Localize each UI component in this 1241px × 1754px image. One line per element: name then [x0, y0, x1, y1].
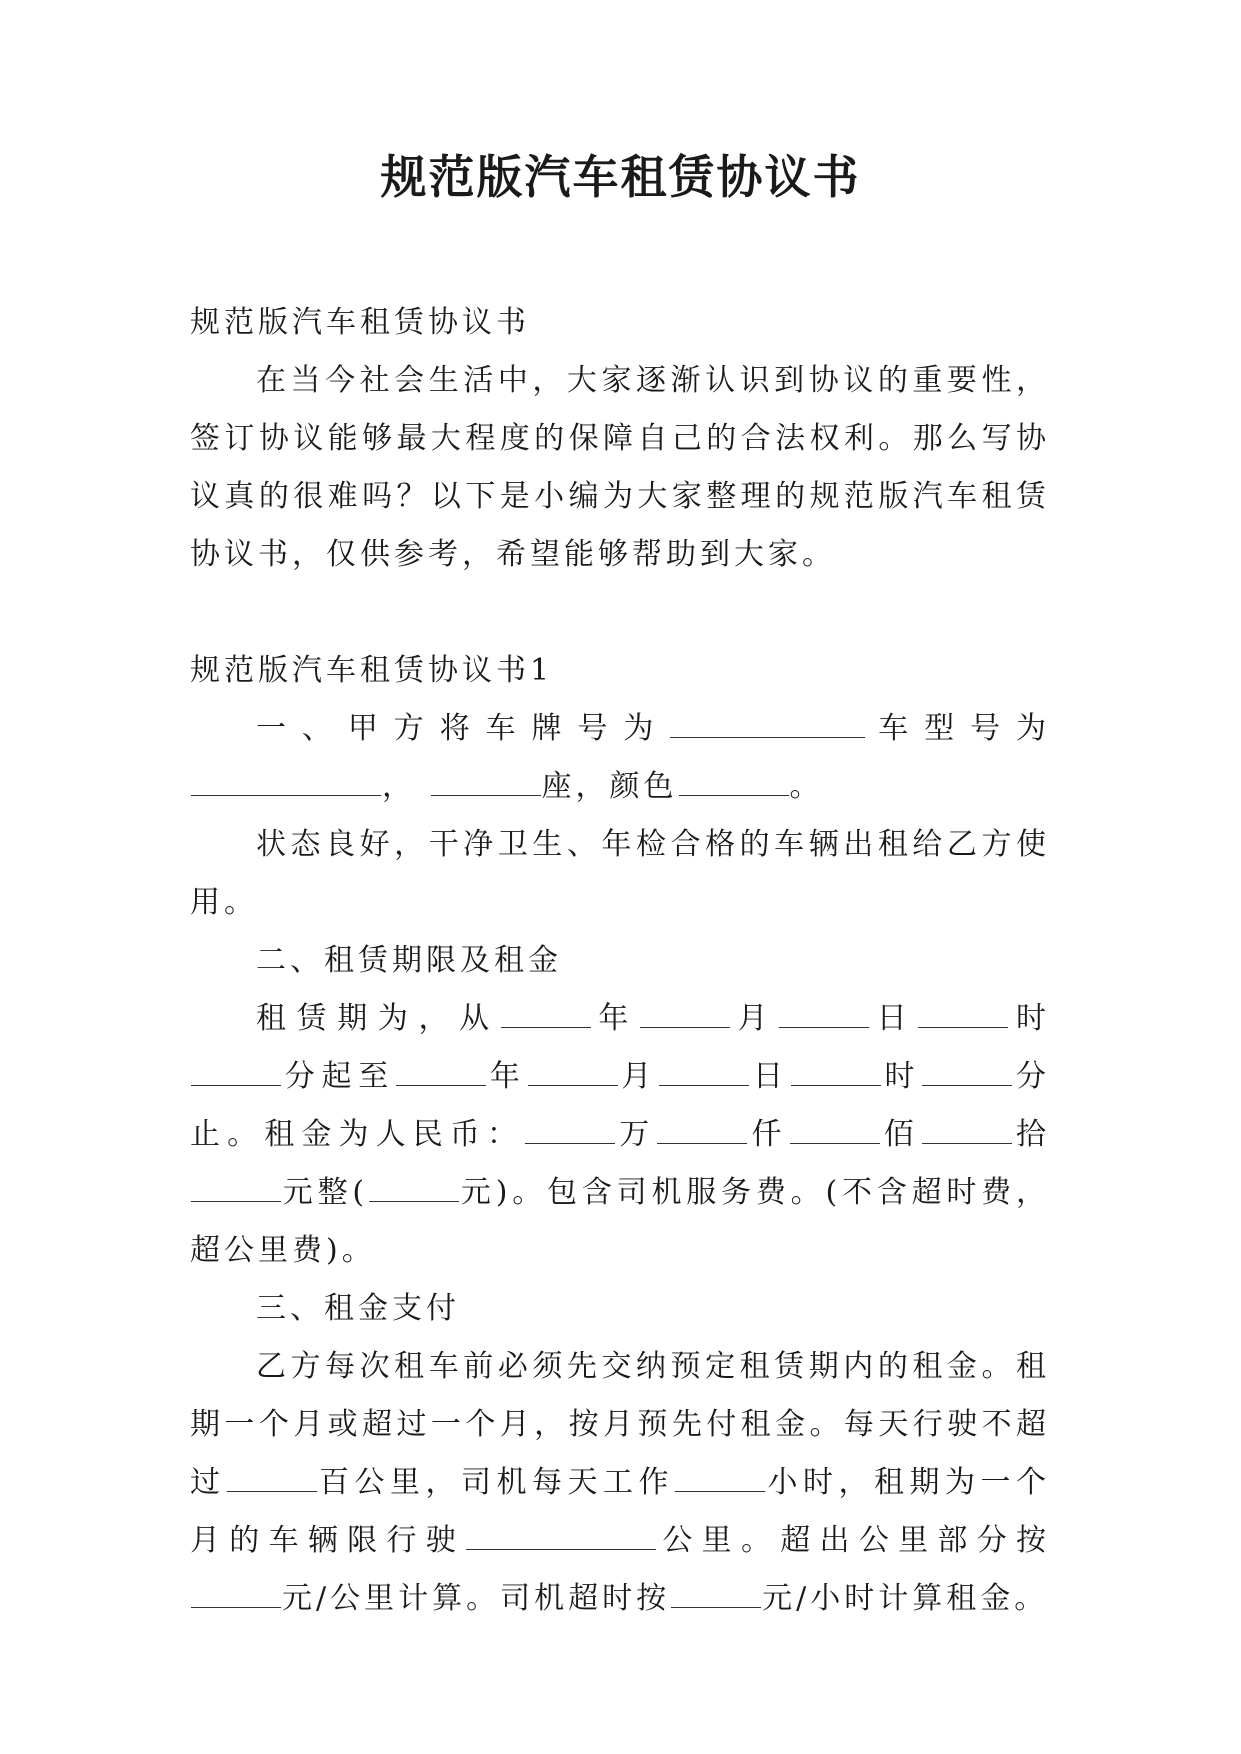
clause-2-text: 租赁期为，从: [256, 1001, 500, 1036]
clause-2-text: 万: [616, 1117, 657, 1152]
rent-yuan-blank: [191, 1201, 281, 1202]
clause-1-text: 车型号为: [866, 711, 1051, 746]
clause-1-text: ，: [382, 769, 416, 804]
start-month-blank: [640, 1027, 730, 1028]
clause-2-text: 年: [487, 1059, 527, 1094]
clause-2-heading: 二、租赁期限及租金: [256, 943, 562, 978]
end-month-blank: [528, 1085, 618, 1086]
clause-2-text: 分: [1013, 1059, 1051, 1094]
clause-2-text: 拾: [1012, 1117, 1050, 1152]
rent-amount-blank: [369, 1201, 459, 1202]
excess-km-rate-blank: [191, 1607, 281, 1608]
clause-1-continuation: 状态良好，干净卫生、年检合格的车辆出租给乙方使用。: [190, 827, 1050, 920]
model-number-blank: [191, 795, 381, 796]
clause-1-text: 。: [789, 769, 824, 804]
plate-number-blank: [670, 737, 865, 738]
rent-bai-blank: [790, 1143, 880, 1144]
color-blank: [679, 795, 789, 796]
section-1-heading: 规范版汽车租赁协议书1: [190, 653, 554, 688]
clause-2-text: 元)。包含司机服务费。(不含超时费，超公里费)。: [190, 1175, 1050, 1268]
clause-2-text: 仟: [748, 1117, 789, 1152]
clause-1-text: 一、甲方将车牌号为: [256, 711, 670, 746]
daily-hours-blank: [675, 1491, 765, 1492]
clause-2-text: 月: [618, 1059, 659, 1094]
intro-paragraph: 在当今社会生活中，大家逐渐认识到协议的重要性，签订协议能够最大程度的保障自己的合法权利。那么写协议真的很难吗？以下是小编为大家整理的规范版汽车租赁协议书，仅供参考，希望能够帮助到大家。: [190, 363, 1050, 572]
end-hour-blank: [791, 1085, 881, 1086]
rent-qian-blank: [657, 1143, 747, 1144]
clause-3-text: 乙方每次租车前必须先交纳预定租赁期内的租金。租期一个月或超过一个月，按月预先付租金。每天行驶不超过: [190, 1349, 1050, 1500]
clause-3-text: 百公里，司机每天工作: [317, 1465, 674, 1500]
intro-heading: 规范版汽车租赁协议书: [190, 305, 530, 340]
clause-3-text: 公里。超出公里部分按: [657, 1523, 1051, 1558]
start-day-blank: [779, 1027, 869, 1028]
start-hour-blank: [918, 1027, 1008, 1028]
clause-2-text: 时: [881, 1059, 922, 1094]
start-minute-blank: [191, 1085, 281, 1086]
clause-2-text: 月: [730, 1001, 779, 1036]
document-body: [190, 294, 1050, 1628]
overtime-rate-blank: [671, 1607, 761, 1608]
clause-3-text: 元/公里计算。司机超时按: [282, 1581, 671, 1616]
clause-3-text: 小时，租期为一个月的车辆限行驶: [190, 1465, 1050, 1558]
clause-3-paragraph: [190, 1338, 1050, 1628]
monthly-distance-blank: [466, 1549, 656, 1550]
clause-1-paragraph: [190, 700, 1050, 816]
end-day-blank: [659, 1085, 749, 1086]
clause-2-text: 日: [870, 1001, 918, 1036]
clause-3-heading: 三、租金支付: [256, 1291, 460, 1326]
rent-shi-blank: [922, 1143, 1012, 1144]
start-year-blank: [501, 1027, 591, 1028]
clause-2-text: 时: [1009, 1001, 1051, 1036]
paragraph-gap: [190, 584, 1050, 642]
end-year-blank: [396, 1085, 486, 1086]
end-minute-blank: [922, 1085, 1012, 1086]
clause-1-text: 座，颜色: [541, 769, 678, 804]
seats-blank: [431, 795, 541, 796]
clause-2-text: 年: [591, 1001, 639, 1036]
rent-wan-blank: [525, 1143, 615, 1144]
clause-2-paragraph: [190, 990, 1050, 1280]
clause-2-text: 止。租金为人民币：: [190, 1117, 525, 1152]
clause-2-text: 日: [750, 1059, 790, 1094]
clause-2-text: 分起至: [282, 1059, 396, 1094]
document-title: 规范版汽车租赁协议书: [380, 150, 861, 204]
daily-distance-blank: [227, 1491, 317, 1492]
clause-3-text: 元/小时计算租金。: [762, 1581, 1049, 1616]
clause-2-text: 元整(: [282, 1175, 369, 1210]
clause-2-text: 佰: [880, 1117, 921, 1152]
